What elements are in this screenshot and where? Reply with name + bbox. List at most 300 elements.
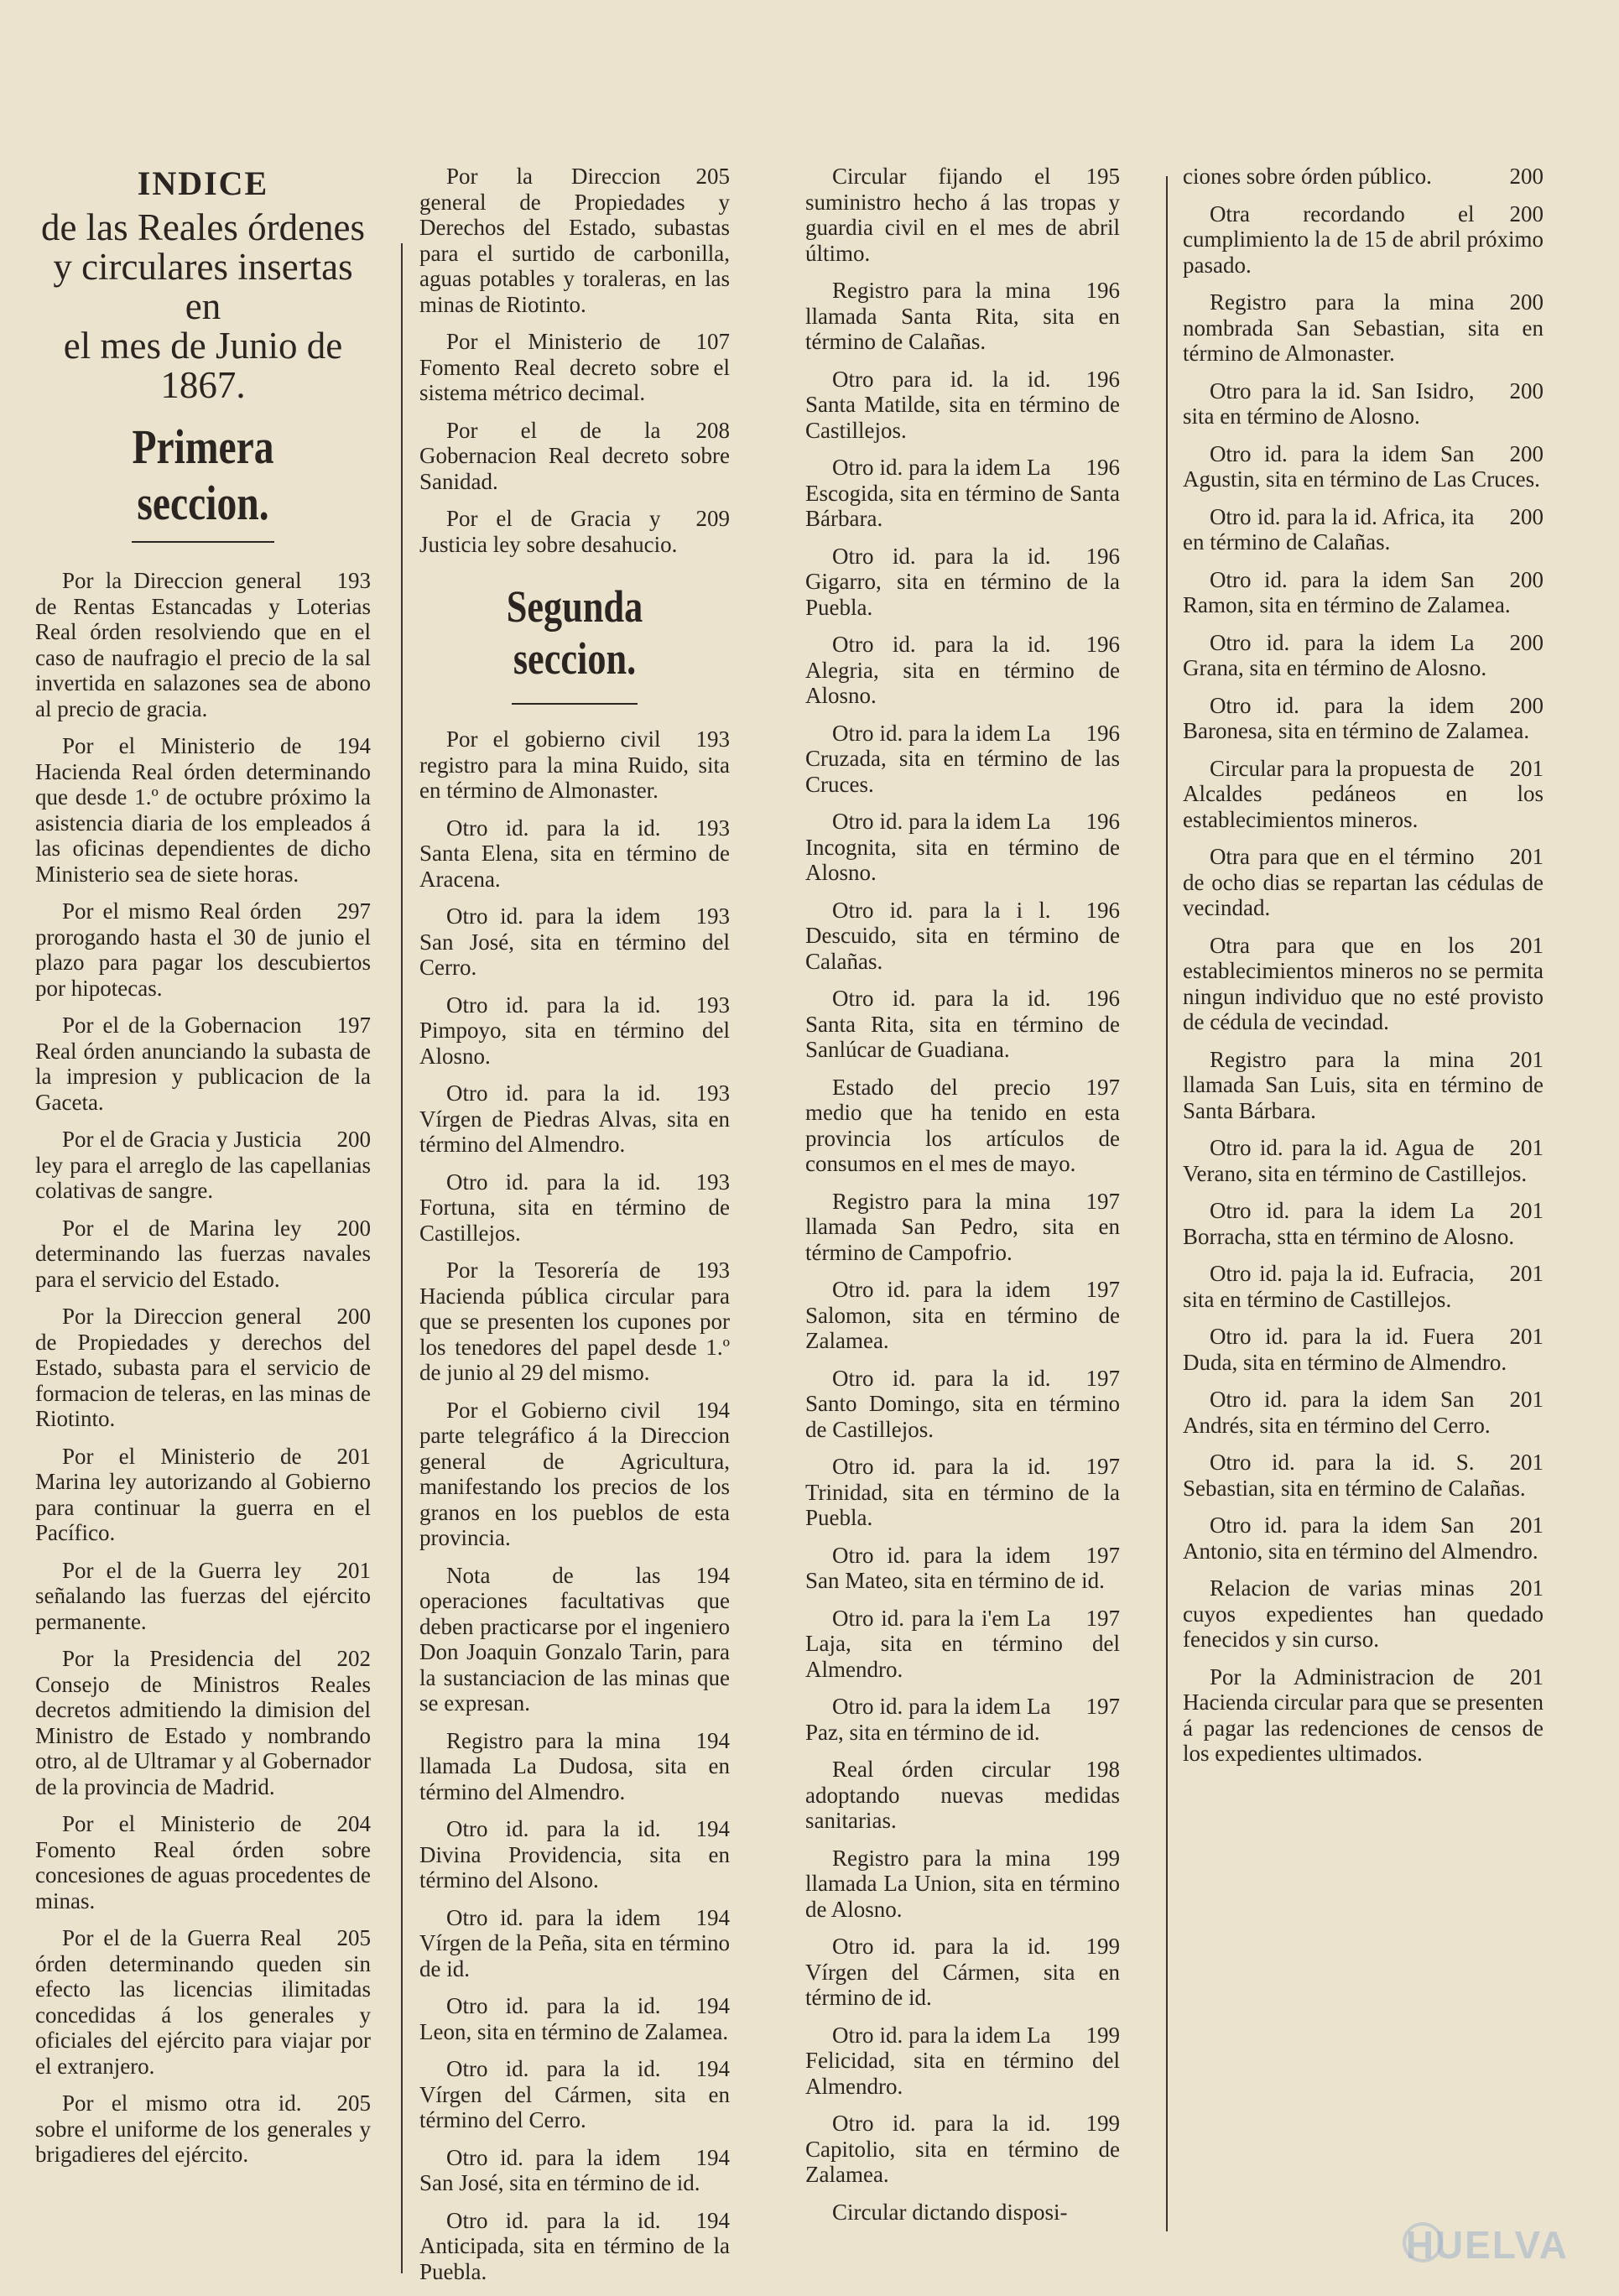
entry-body: Por el Ministerio de Marina ley autorizando al Gobierno para continuar la guerra en el Pacífico. [35,1443,371,1545]
entry-page-number: 201 [336,1557,371,1583]
entry-text [805,1934,1120,2011]
entry-body: Otro id. para la idem San Agustin, sita en término de Las Cruces. [1183,440,1540,492]
entry-body: Registro para la mina llamada San Pedro, sita en término de Campofrio. [805,1188,1120,1265]
entry-page-number: 196 [1085,632,1120,657]
entry-body: Otro id. para la id. Santa Elena, sita en término de Aracena. [419,815,730,892]
entry-page-number: 193 [695,1169,730,1195]
entry-body: Otro id. para la idem La Paz, sita en término de id. [805,1694,1051,1745]
index-entry [805,278,1120,355]
entry-body: Otro para la id. San Isidro, sita en término de Alosno. [1183,377,1475,429]
entry-body: Otro id. para la idem San José, sita en término del Cerro. [419,903,730,980]
entry-body: Por la Direccion general de Rentas Estancadas y Loterias Real órden resolviendo que en el caso de naufragio el precio de la sal invertida en salazones sea de abono al precio de gracia. [35,568,371,721]
entry-page-number: 194 [695,2144,730,2170]
entry-text [1183,1387,1544,1438]
index-entry [805,2111,1120,2188]
entry-page-number: 197 [1085,1188,1120,1214]
entry-text [419,1905,730,1982]
index-entry [419,1816,730,1893]
index-entry [805,1934,1120,2011]
index-subtitle-line: y circulares insertas en [53,246,353,327]
index-entry [419,815,730,893]
entry-text [419,1169,730,1247]
entry-text [805,1277,1120,1354]
entry-body: Circular para la propuesta de Alcaldes pedáneos en los establecimientos mineros. [1183,755,1544,832]
entry-text [419,1398,730,1551]
entry-body: Otro id. para la id. Capitolio, sita en término de Zalamea. [805,2111,1120,2187]
entry-text [35,1444,371,1546]
entry-body: Otro id. para la id. Vírgen del Cármen, sita en término de id. [805,1934,1120,2010]
entry-text [1183,756,1544,833]
index-entry [805,1757,1120,1834]
entry-text [805,455,1120,532]
index-entry [35,1558,371,1635]
entry-page-number: 201 [1509,1575,1544,1601]
entry-text [419,992,730,1070]
entry-text [1183,1575,1544,1653]
index-entry [1183,1135,1544,1186]
entry-text [35,1558,371,1635]
entry-body: Circular fijando el suministro hecho á las tropas y guardia civil en el mes de abril último. [805,164,1120,266]
entry-page-number: 193 [695,1080,730,1106]
entry-text: Circular dictando disposi- [832,2199,1068,2225]
index-heading [35,164,371,405]
entry-page-number: 193 [695,815,730,841]
entry-text [1183,1198,1544,1249]
entry-text [805,1606,1120,1683]
entry-text [419,1728,730,1805]
entry-body: Estado del precio medio que ha tenido en esta provincia los artículos de consumos en el mes de mayo. [805,1074,1120,1176]
index-subtitle-line: de las Reales órdenes [40,206,366,248]
section-divider [132,541,274,543]
entry-text [805,1757,1120,1834]
entry-page-number: 194 [695,2056,730,2081]
index-entry [1183,289,1544,367]
entry-text [1183,844,1544,921]
entry-page-number: 201 [1509,1663,1544,1689]
entry-body: Por el de la Guerra Real órden determinando queden sin efecto las licencias ilimitadas concedidas á los generales y oficiales del ejército para viajar por el extranjero. [35,1925,371,2079]
index-entry [805,2200,1120,2226]
index-entry [35,1013,371,1115]
entry-text [805,1846,1120,1923]
index-entry [805,2023,1120,2100]
entry-body: Otro para id. la id. Santa Matilde, sita en término de Castillejos. [805,366,1120,443]
entry-page-number: 196 [1085,897,1120,923]
entry-page-number: 197 [1085,1074,1120,1100]
entry-page-number: 194 [695,1904,730,1930]
index-entry [419,992,730,1070]
index-entry [419,1905,730,1982]
entry-text [1183,1261,1544,1312]
entry-body: Otro id. para la id. S. Sebastian, sita en término de Calañas. [1183,1450,1526,1501]
entry-body: Por el Ministerio de Fomento Real decreto sobre el sistema métrico decimal. [419,329,730,405]
entry-page-number: 197 [1085,1277,1120,1302]
entry-text [35,568,371,721]
entry-list [35,568,371,2168]
entry-page-number: 200 [1509,503,1544,529]
entry-text [35,2090,371,2168]
entry-body: Otro id. para la id. Trinidad, sita en término de la Puebla. [805,1454,1120,1530]
entry-body: Por el Ministerio de Fomento Real órden sobre concesiones de aguas procedentes de minas. [35,1811,371,1913]
entry-text [805,1694,1120,1745]
entry-page-number: 193 [695,726,730,752]
index-entry [805,367,1120,444]
entry-page-number: 199 [1085,2111,1120,2136]
index-entry [419,1398,730,1551]
entry-text [1183,1450,1544,1501]
index-entry [1183,1198,1544,1249]
entry-page-number: 196 [1085,986,1120,1011]
index-entry [1183,933,1544,1035]
index-entry [419,418,730,495]
index-entry [805,1454,1120,1531]
entry-page-number: 201 [1509,1198,1544,1223]
entry-page-number: 200 [336,1215,371,1241]
entry-text [805,1543,1120,1594]
entry-body: Por la Tesorería de Hacienda pública circular para que se presenten los cupones por los tenedores del papel desde 1.º de junio al 29 del mismo. [419,1257,730,1385]
entry-page-number: 198 [1085,1757,1120,1782]
index-entry [419,726,730,804]
index-entry [35,1216,371,1293]
entry-page-number: 201 [1509,1512,1544,1538]
entry-text [419,1816,730,1893]
entry-text [35,1646,371,1799]
entry-body: Otra para que en el término de ocho dias se repartan las cédulas de vecindad. [1183,844,1544,920]
entry-text [35,1013,371,1115]
entry-page-number: 200 [1509,440,1544,466]
entry-page-number: 196 [1085,543,1120,569]
index-subtitle-line: el mes de Junio de 1867. [63,325,343,406]
entry-text [419,1080,730,1158]
index-entry [419,1257,730,1386]
index-entry [35,2090,371,2168]
entry-list [419,726,730,2284]
entry-page-number: 204 [336,1811,371,1836]
entry-page-number: 196 [1085,366,1120,392]
entry-text [805,2111,1120,2188]
index-entry [805,632,1120,709]
entry-page-number: 201 [1509,932,1544,958]
entry-body: Por el Gobierno civil parte telegráfico á la Direccion general de Agricultura, manifestando los precios de los granos en los pueblos de esta provincia. [419,1397,730,1550]
index-entry [1183,1450,1544,1501]
index-entry [805,809,1120,886]
entry-page-number: 196 [1085,809,1120,834]
entry-page-number: 201 [1509,755,1544,781]
entry-body: Otro id. para la idem La Escogida, sita en término de Santa Bárbara. [805,455,1120,531]
entry-text [1183,630,1544,681]
index-entry [35,898,371,1001]
index-entry [805,1189,1120,1266]
entry-text [1183,693,1544,744]
entry-page-number: 201 [1509,844,1544,869]
entry-page-number: 199 [1085,1845,1120,1871]
index-entry [1183,844,1544,921]
entry-page-number: 197 [1085,1454,1120,1479]
index-entry [805,1846,1120,1923]
entry-body: Registro para la mina llamada La Union, sita en término de Alosno. [805,1845,1120,1922]
entry-text [805,809,1120,886]
entry-body: Por el de la Guerra ley señalando las fuerzas del ejército permanente. [35,1557,371,1634]
entry-body: Otro id. para la idem La Incognita, sita en término de Alosno. [805,809,1120,885]
entry-page-number: 196 [1085,455,1120,480]
entry-text [805,278,1120,355]
index-entry [1183,1575,1544,1653]
index-entry [805,1277,1120,1354]
entry-page-number: 205 [336,1925,371,1950]
entry-body: Por la Presidencia del Consejo de Ministros Reales decretos admitiendo la dimision del Ministro de Estado y nombrando otro, al de Ultramar y al Gobernador de la provincia de Madrid. [35,1646,371,1799]
entry-body: Otro id. para la id. Santo Domingo, sita en término de Castillejos. [805,1365,1120,1442]
entry-text [35,733,371,887]
entry-body: Otro id. para la idem Baronesa, sita en término de Zalamea. [1183,692,1530,743]
index-entry [35,1811,371,1913]
index-entry [805,1366,1120,1443]
entry-page-number: 200 [336,1127,371,1152]
column-1 [35,164,371,2179]
index-entry [805,544,1120,621]
entry-body: Relacion de varias minas cuyos expedientes han quedado fenecidos y sin curso. [1183,1575,1544,1652]
index-entry [419,164,730,317]
index-entry [805,164,1120,266]
index-entry [419,1080,730,1158]
index-entry [419,2145,730,2196]
entry-page-number: 200 [1509,289,1544,315]
entry-body: Otro id. para la idem La Grana, sita en término de Alosno. [1183,629,1487,680]
entry-page-number: 194 [336,733,371,758]
entry-page-number: 201 [1509,1450,1544,1475]
index-entry [35,1444,371,1546]
entry-body: Otro id. para la i l. Descuido, sita en término de Calañas. [805,897,1120,974]
entry-page-number: 194 [695,1727,730,1753]
index-entry [1183,1324,1544,1375]
index-entry [35,568,371,721]
entry-text [419,164,730,317]
entry-text [1183,164,1544,190]
entry-page-number: 202 [336,1646,371,1671]
entry-body: Otra para que en los establecimientos mineros no se permita ningun individuo que no esté provisto de cédula de vecindad. [1183,932,1544,1034]
entry-page-number: 193 [695,1257,730,1283]
entry-text [805,898,1120,975]
index-entry [1183,1261,1544,1312]
entry-page-number: 196 [1085,720,1120,746]
entry-text [419,726,730,804]
entry-body: Otro id. para la idem San Ramon, sita en término de Zalamea. [1183,566,1511,617]
entry-body: Otro id. para la id. Africa, ita en término de Calañas. [1183,503,1475,554]
entry-page-number: 197 [336,1013,371,1038]
entry-text [1183,1512,1544,1564]
entry-text [35,1304,371,1432]
entry-body: Por el de la Gobernacion Real órden anunciando la subasta de la impresion y publicacion de la Gaceta. [35,1013,371,1115]
index-entry [1183,1387,1544,1438]
index-entry [35,1925,371,2079]
entry-body: Otro id. para la id. Agua de Verano, sita en término de Castillejos. [1183,1135,1528,1186]
index-entry [805,1694,1120,1745]
entry-text [805,1454,1120,1531]
entry-page-number: 200 [1509,692,1544,718]
entry-text [35,1811,371,1913]
section-divider [512,703,638,705]
entry-page-number: 197 [1085,1365,1120,1391]
entry-body: Por el gobierno civil registro para la mina Ruido, sita en término de Almonaster. [419,726,730,803]
entry-page-number: 199 [1085,1934,1120,1959]
index-entry [805,455,1120,532]
index-entry [805,1075,1120,1177]
entry-body: Por el de Gracia y Justicia ley sobre desahucio. [419,506,678,557]
entry-page-number: 200 [1509,566,1544,592]
entry-text [419,1993,730,2044]
entry-page-number: 193 [695,903,730,929]
index-entry [419,329,730,406]
entry-page-number: 201 [1509,1135,1544,1160]
entry-page-number: 194 [695,1562,730,1588]
entry-body: Por el mismo Real órden prorogando hasta el 30 de junio el plazo para pagar los descubiertos por hipotecas. [35,898,371,1001]
entry-page-number: 201 [1509,1046,1544,1072]
entry-body: Otro id. para la idem San Antonio, sita en término del Almendro. [1183,1512,1538,1564]
entry-text [805,1366,1120,1443]
entry-text [805,367,1120,444]
entry-text [419,329,730,406]
entry-text [1183,567,1544,618]
entry-text [1183,378,1544,430]
entry-text [1183,1135,1544,1186]
entry-body: Otro id. para la id. Fuera Duda, sita en término de Almendro. [1183,1324,1507,1375]
section-title-segunda: Segunda seccion. [506,581,643,684]
entry-body: Por la Direccion general de Propiedades y Derechos del Estado, subastas para el surtido de carbonilla, aguas potables y toraleras, en las minas de Riotinto. [419,164,730,317]
entry-page-number: 201 [1509,1261,1544,1286]
entry-page-number: 199 [1085,2022,1120,2048]
entry-body: Otro id. para la idem Salomon, sita en término de Zalamea. [805,1277,1120,1353]
index-entry [419,1993,730,2044]
entry-page-number: 200 [1509,377,1544,403]
entry-body: Por la Direccion general de Propiedades y derechos del Estado, subasta para el servicio de formacion de teleras, en las minas de Riotinto. [35,1304,371,1431]
entry-list [1183,164,1544,1767]
entry-page-number: 197 [1085,1605,1120,1631]
index-entry [1183,378,1544,430]
entry-page-number: 193 [336,568,371,593]
entry-text [35,1127,371,1204]
index-entry [1183,756,1544,833]
index-entry [419,1169,730,1247]
entry-text [419,1563,730,1716]
entry-page-number: 200 [336,1304,371,1329]
column-rule [401,243,403,2273]
entry-body: Otro id. para la id. Santa Rita, sita en término de Sanlúcar de Guadiana. [805,986,1120,1062]
entry-body: Real órden circular adoptando nuevas medidas sanitarias. [805,1757,1120,1833]
index-entry [35,1127,371,1204]
entry-body: Otro id. para la id. Vírgen del Cármen, sita en término del Cerro. [419,2056,730,2132]
entry-text [1183,1047,1544,1124]
index-entry [1183,1047,1544,1124]
entry-text [805,632,1120,709]
index-entry [1183,1664,1544,1767]
entry-body: Otro id. para la id. Fortuna, sita en término de Castillejos. [419,1169,730,1246]
entry-body: Otro id. para la id. Vírgen de Piedras Alvas, sita en término del Almendro. [419,1080,730,1157]
entry-page-number: 205 [695,164,730,189]
entry-text [1183,1664,1544,1767]
entry-page-number: 209 [695,506,730,531]
index-entry [419,2056,730,2133]
entry-text [419,903,730,981]
column-2 [419,164,730,2296]
entry-text [1183,289,1544,367]
entry-text [419,1257,730,1386]
entry-text [419,506,730,557]
entry-page-number: 208 [695,417,730,443]
entry-body: Por la Administracion de Hacienda circular para que se presenten á pagar las redenciones de censos de los expedientes ultimados. [1183,1663,1544,1766]
entry-page-number: 201 [1509,1387,1544,1412]
index-entry [1183,630,1544,681]
entry-body: Registro para la mina nombrada San Sebastian, sita en término de Almonaster. [1183,289,1544,366]
entry-text [805,721,1120,798]
entry-text [419,2056,730,2133]
column-4 [1183,164,1544,1778]
entry-page-number: 107 [695,329,730,354]
entry-body: Otro id. paja la id. Eufracia, sita en término de Castillejos. [1183,1261,1475,1312]
entry-text [35,1216,371,1293]
entry-page-number: 205 [336,2090,371,2116]
index-entry [35,1304,371,1432]
entry-body: Nota de las operaciones facultativas que deben practicarse por el ingeniero Don Joaquin Gonzalo Tarin, para la sustanciacion de las minas que se expresan. [419,1562,730,1715]
entry-body: Otro id. para la idem La Borracha, stta en término de Alosno. [1183,1198,1515,1249]
entry-body: Otra recordando el cumplimiento la de 15 de abril próximo pasado. [1183,200,1544,278]
entry-page-number: 201 [1509,1324,1544,1349]
entry-body: Otro id. para la idem La Cruzada, sita en término de las Cruces. [805,720,1120,797]
index-entry [1183,504,1544,555]
index-entry [1183,693,1544,744]
entry-list [805,164,1120,2225]
entry-body: Otro id. para la id. Pimpoyo, sita en término del Alosno. [419,992,730,1069]
entry-text [1183,201,1544,279]
index-entry [805,721,1120,798]
index-entry [1183,201,1544,279]
entry-page-number: 195 [1085,164,1120,189]
entry-page-number: 197 [1085,1694,1120,1719]
entry-body: Por el mismo otra id. sobre el uniforme de los generales y brigadieres del ejército. [35,2090,371,2167]
column-rule [1166,176,1168,2231]
index-entry [419,903,730,981]
index-entry [805,1606,1120,1683]
entry-text [805,2023,1120,2100]
entry-page-number: 197 [1085,1542,1120,1568]
index-entry [419,2208,730,2285]
archive-watermark: HUELVA [1405,2223,1569,2267]
index-entry [1183,567,1544,618]
entry-text [419,2208,730,2285]
entry-text [419,418,730,495]
entry-body: Otro id. para la idem San Andrés, sita en término del Cerro. [1183,1387,1491,1438]
entry-body: Por el de la Gobernacion Real decreto sobre Sanidad. [419,417,730,494]
entry-page-number: 200 [1509,164,1544,189]
entry-text [805,544,1120,621]
index-entry [1183,164,1544,190]
index-entry [805,1543,1120,1594]
entry-text [419,2145,730,2196]
index-entry [35,1646,371,1799]
entry-body: Otro id. para la id. Alegria, sita en término de Alosno. [805,632,1120,708]
entry-page-number: 297 [336,898,371,924]
section-title-primera: Primera seccion. [132,419,274,530]
entry-body: Por el de Marina ley determinando las fuerzas navales para el servicio del Estado. [35,1215,371,1292]
entry-page-number: 194 [695,1816,730,1841]
index-entry [419,1728,730,1805]
entry-body: Otro id. para la i'em La Laja, sita en término del Almendro. [805,1605,1120,1682]
entry-body: Otro id. para la id. Divina Providencia, sita en término del Alsono. [419,1816,730,1893]
entry-text [1183,933,1544,1035]
entry-page-number: 200 [1509,629,1544,655]
entry-text [35,898,371,1001]
entry-text [419,815,730,893]
entry-page-number: 194 [695,2207,730,2233]
entry-body: Otro id. para la idem San Mateo, sita en término de id. [805,1542,1105,1593]
entry-text [1183,1324,1544,1375]
